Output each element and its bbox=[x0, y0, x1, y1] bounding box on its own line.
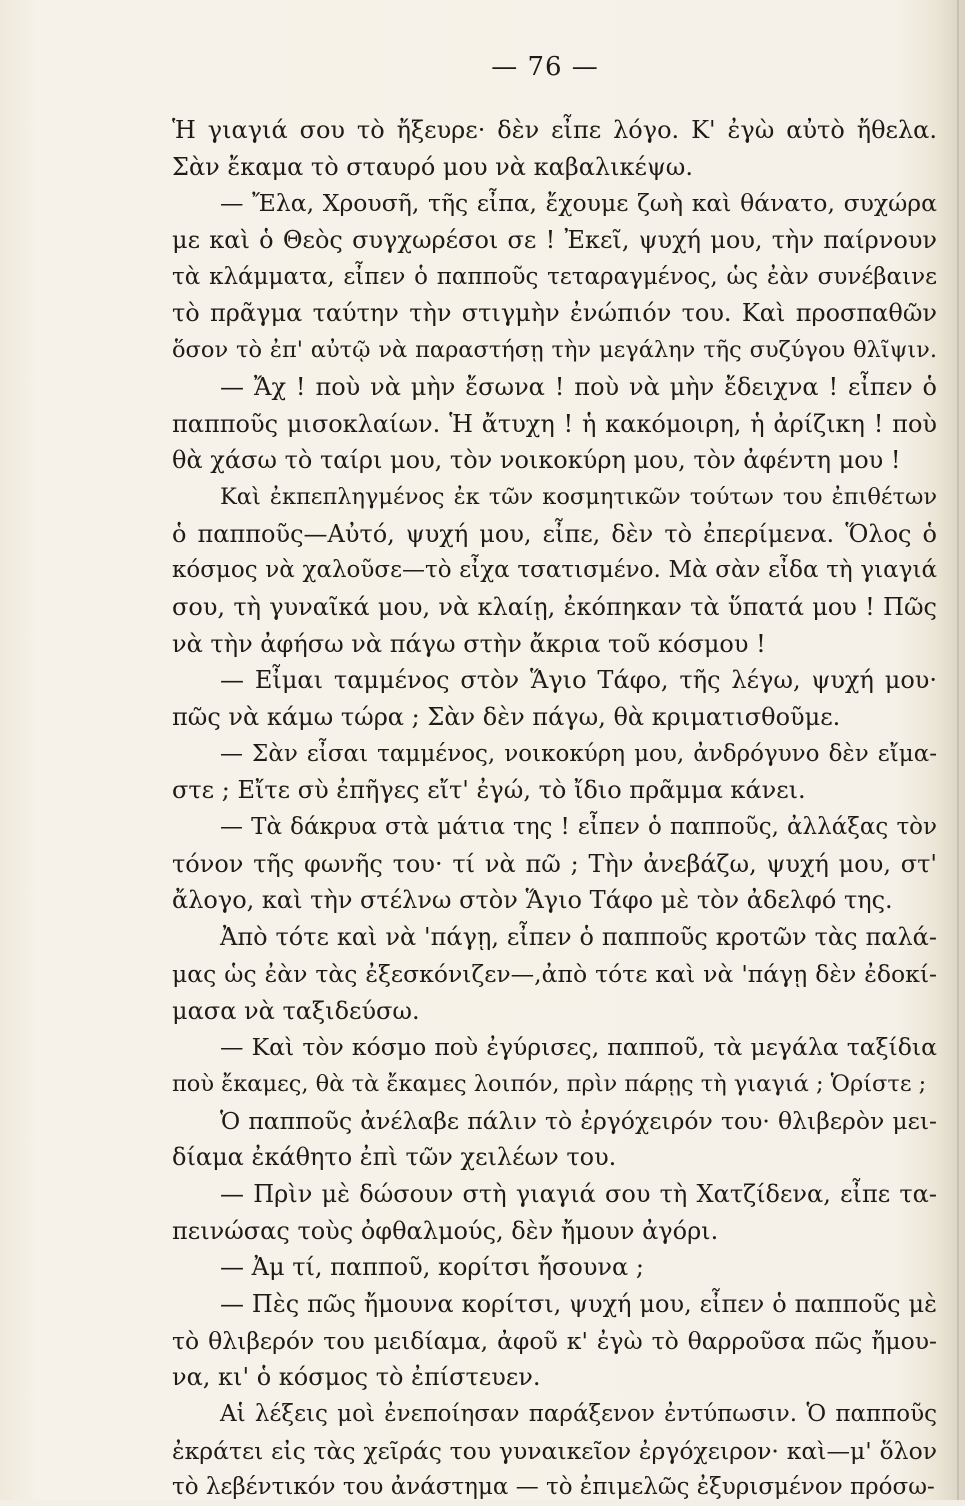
text-line: παπποῦς μισοκλαίων. Ἡ ἄτυχη ! ἡ κακόμοιρη, ἡ ἀρίζικη ! ποὺ bbox=[172, 409, 937, 438]
text-line: κόσμος νὰ χαλοῦσε—τὸ εἶχα τσατισμένο. Μὰ σὰν εἶδα τὴ γιαγιά bbox=[172, 557, 937, 584]
text-line: — Πὲς πῶς ἤμουνα κορίτσι, ψυχή μου, εἶπεν ὁ παπποῦς μὲ bbox=[220, 1290, 937, 1318]
text-line: Ἀπὸ τότε καὶ νὰ 'πάγῃ, εἶπεν ὁ παπποῦς κροτῶν τὰς παλά- bbox=[220, 923, 937, 952]
text-line: ποὺ ἔκαμες, θὰ τὰ ἔκαμες λοιπόν, πρὶν πάρῃς τὴ γιαγιά ; Ὁρίστε ; bbox=[172, 1070, 927, 1097]
text-line: θὰ χάσω τὸ ταίρι μου, τὸν νοικοκύρη μου, τὸν ἀφέντη μου ! bbox=[172, 446, 901, 475]
text-line: — Ἔλα, Χρουσῆ, τῆς εἶπα, ἔχουμε ζωὴ καὶ θάνατο, συχώρα bbox=[220, 189, 937, 218]
text-line: — Εἶμαι ταμμένος στὸν Ἅγιο Τάφο, τῆς λέγω, ψυχή μου· bbox=[220, 666, 937, 695]
page-number: — 76 — bbox=[491, 52, 599, 82]
text-line: τὸ πρᾶγμα ταύτην τὴν στιγμὴν ἐνώπιόν του. Καὶ προσπαθῶν bbox=[172, 299, 937, 328]
text-line: ὁ παπποῦς—Αὐτό, ψυχή μου, εἶπε, δὲν τὸ ἐπερίμενα. Ὅλος ὁ bbox=[172, 519, 937, 548]
text-line: Ὁ παπποῦς ἀνέλαβε πάλιν τὸ ἐργόχειρόν του· θλιβερὸν μει- bbox=[220, 1106, 937, 1135]
body-text bbox=[172, 112, 937, 1506]
text-line: με καὶ ὁ Θεὸς συγχωρέσοι σε ! Ἐκεῖ, ψυχή μου, τὴν παίρνουν bbox=[172, 226, 937, 255]
text-line: Καὶ ἐκπεπληγμένος ἐκ τῶν κοσμητικῶν τούτων του ἐπιθέτων bbox=[220, 483, 937, 510]
text-line: τόνον τῆς φωνῆς του· τί νὰ πῶ ; Τὴν ἀνεβάζω, ψυχή μου, στ' bbox=[172, 849, 937, 878]
text-line: Σὰν ἔκαμα τὸ σταυρό μου νὰ καβαλικέψω. bbox=[172, 152, 693, 181]
text-line: ὅσον τὸ ἐπ' αὐτῷ νὰ παραστήσῃ τὴν μεγάλην τῆς συζύγου θλῖψιν. bbox=[172, 337, 937, 364]
text-line: — Ἀμ τί, παπποῦ, κορίτσι ἤσουνα ; bbox=[220, 1253, 644, 1282]
text-line: — Σὰν εἶσαι ταμμένος, νοικοκύρη μου, ἀνδρόγυνο δὲν εἴμα- bbox=[220, 740, 937, 767]
text-line: τὸ θλιβερόν του μειδίαμα, ἀφοῦ κ' ἐγὼ τὸ θαρροῦσα πῶς ἤμου- bbox=[172, 1326, 937, 1355]
text-line: Ἡ γιαγιά σου τὸ ἤξευρε· δὲν εἶπε λόγο. Κ' ἐγὼ αὐτὸ ἤθελα. bbox=[172, 116, 937, 144]
text-line: πῶς νὰ κάμω τώρα ; Σὰν δὲν πάγω, θὰ κριματισθοῦμε. bbox=[172, 703, 841, 731]
text-line: ἄλογο, καὶ τὴν στέλνω στὸν Ἅγιο Τάφο μὲ τὸν ἀδελφό της. bbox=[172, 886, 893, 915]
text-line: δίαμα ἐκάθητο ἐπὶ τῶν χειλέων του. bbox=[172, 1143, 617, 1172]
text-line: — Ἄχ ! ποὺ νὰ μὴν ἔσωνα ! ποὺ νὰ μὴν ἔδειχνα ! εἶπεν ὁ bbox=[220, 372, 937, 401]
text-line: τὸ λεβέντικόν του ἀνάστημα — τὸ ἐπιμελῶς ἐξυρισμένον πρόσω- bbox=[172, 1474, 935, 1501]
text-line: τὰ κλάμματα, εἶπεν ὁ παπποῦς τεταραγμένος, ὡς ἐὰν συνέβαινε bbox=[172, 263, 937, 290]
page-edge bbox=[957, 0, 959, 1500]
text-line: ἐκράτει εἰς τὰς χεῖράς του γυναικεῖον ἐργόχειρον· καὶ—μ' ὅλον bbox=[172, 1436, 937, 1465]
text-line: — Πρὶν μὲ δώσουν στὴ γιαγιά σου τὴ Χατζίδενα, εἶπε τα- bbox=[220, 1179, 937, 1208]
text-line: — Τὰ δάκρυα στὰ μάτια της ! εἶπεν ὁ παπποῦς, ἀλλάξας τὸν bbox=[220, 814, 937, 841]
text-line: μας ὡς ἐὰν τὰς ἐξεσκόνιζεν—,ἀπὸ τότε καὶ νὰ 'πάγῃ δὲν ἐδοκί- bbox=[172, 959, 937, 988]
text-line: να, κι' ὁ κόσμος τὸ ἐπίστευεν. bbox=[172, 1363, 541, 1392]
text-line: πεινώσας τοὺς ὀφθαλμούς, δὲν ἤμουν ἀγόρι. bbox=[172, 1216, 719, 1245]
text-line: Αἱ λέξεις μοὶ ἐνεποίησαν παράξενον ἐντύπωσιν. Ὁ παπποῦς bbox=[220, 1401, 937, 1428]
text-line: — Καὶ τὸν κόσμο ποὺ ἐγύρισες, παπποῦ, τὰ μεγάλα ταξίδια bbox=[220, 1033, 937, 1062]
text-line: μασα νὰ ταξιδεύσω. bbox=[172, 996, 420, 1025]
text-line: στε ; Εἴτε σὺ ἐπῆγες εἴτ' ἐγώ, τὸ ἴδιο πρᾶμμα κάνει. bbox=[172, 776, 806, 805]
text-line: νὰ τὴν ἀφήσω νὰ πάγω στὴν ἄκρια τοῦ κόσμου ! bbox=[172, 629, 766, 658]
text-line: σου, τὴ γυναῖκά μου, νὰ κλαίῃ, ἐκόπηκαν τὰ ὕπατά μου ! Πῶς bbox=[172, 592, 937, 621]
